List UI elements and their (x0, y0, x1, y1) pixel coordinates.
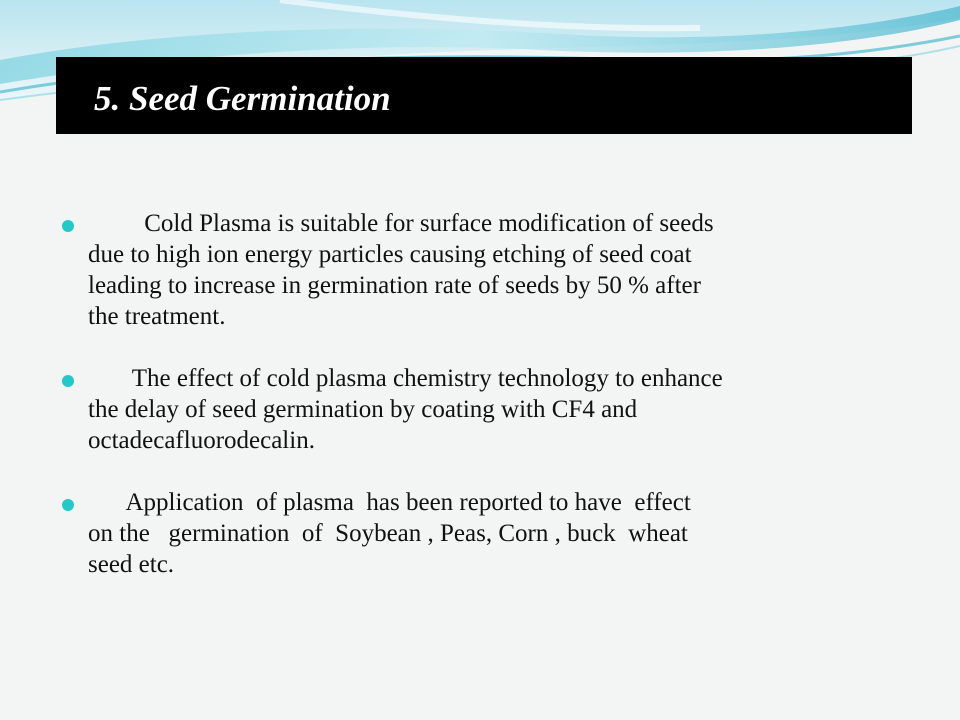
bullet-item (58, 208, 888, 332)
bullet-text: The effect of cold plasma chemistry technology to enhance the delay of seed germination by coating with CF4 and octadecafluorodecalin. (88, 365, 723, 454)
bullet-item (58, 487, 888, 580)
title-bar (56, 57, 912, 134)
slide-title: 5. Seed Germination (94, 79, 391, 118)
bullet-text: Application of plasma has been reported to have effect on the germination of Soybean , Peas, Corn , buck wheat seed etc. (88, 489, 691, 578)
bullet-item (58, 363, 888, 456)
bullet-dot-icon (62, 499, 74, 511)
bullet-dot-icon (62, 220, 74, 232)
bullet-dot-icon (62, 375, 74, 387)
bullet-text: Cold Plasma is suitable for surface modification of seeds due to high ion energy particles causing etching of seed coat leading to increase in germination rate of seeds by 50 % after the treatment. (88, 210, 714, 330)
bullet-list (58, 208, 888, 580)
